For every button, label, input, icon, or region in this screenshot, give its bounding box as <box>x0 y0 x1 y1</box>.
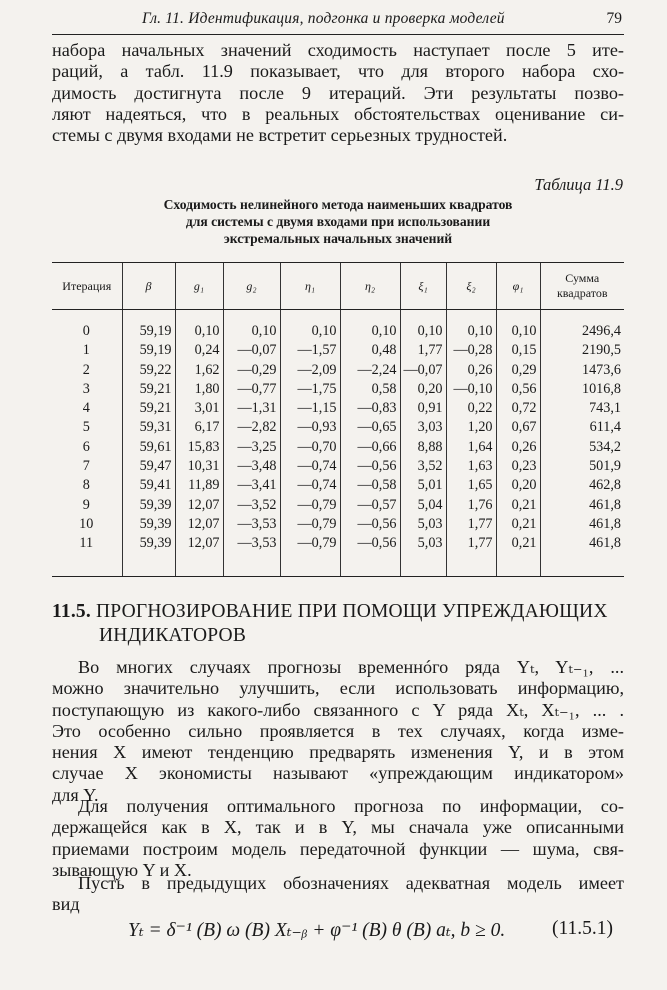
value-cell: 2190,5 <box>540 341 624 360</box>
value-cell: 12,07 <box>175 496 223 515</box>
caption-line: для системы с двумя входами при использовании <box>185 214 491 229</box>
value-cell: 501,9 <box>540 457 624 476</box>
text-line: случае X экономисты называют «упреждающим индикатором» <box>52 763 624 784</box>
value-cell: 0,67 <box>496 418 540 437</box>
value-cell: 0,24 <box>175 341 223 360</box>
table-row <box>52 515 624 534</box>
iteration-cell: 2 <box>82 361 90 378</box>
iteration-cell: 3 <box>82 380 90 397</box>
value-cell: 0,20 <box>496 476 540 495</box>
table-body <box>52 310 624 577</box>
value-cell: 0,22 <box>446 399 496 418</box>
value-cell: 0,21 <box>496 534 540 576</box>
iteration-cell: 11 <box>52 534 122 576</box>
value-cell: 6,17 <box>175 418 223 437</box>
iteration-cell: 7 <box>82 458 90 475</box>
value-cell: 461,8 <box>540 515 624 534</box>
text-line: Пусть в предыдущих обозначениях адекватная модель имеет <box>78 873 624 893</box>
text-line: можно значительно улучшить, если использовать информацию, <box>52 678 624 699</box>
value-cell: 59,21 <box>122 380 175 399</box>
running-title: Гл. 11. Идентификация, подгонка и проверка моделей <box>142 10 505 27</box>
value-cell: 0,56 <box>496 380 540 399</box>
value-cell: —0,70 <box>280 438 340 457</box>
column-header: ξ₂ <box>446 263 496 310</box>
iteration-cell: 8 <box>82 477 90 494</box>
table-caption <box>52 196 624 247</box>
equation-11-5-1 <box>128 918 614 942</box>
section-number: 11.5. <box>52 601 91 622</box>
value-cell: 1016,8 <box>540 380 624 399</box>
value-cell: —0,74 <box>280 476 340 495</box>
convergence-table <box>52 262 624 577</box>
value-cell: 59,21 <box>122 399 175 418</box>
value-cell: 1,65 <box>446 476 496 495</box>
intro-paragraph <box>52 40 624 146</box>
value-cell: 5,01 <box>400 476 446 495</box>
value-cell: 0,23 <box>496 457 540 476</box>
value-cell: 611,4 <box>540 418 624 437</box>
table-row <box>52 534 624 576</box>
value-cell: 1,77 <box>400 341 446 360</box>
value-cell: 534,2 <box>540 438 624 457</box>
table-row <box>52 418 624 437</box>
value-cell: 59,31 <box>122 418 175 437</box>
value-cell: —0,56 <box>340 534 400 576</box>
value-cell: —1,31 <box>223 399 280 418</box>
table-row <box>52 457 624 476</box>
table-row <box>52 399 624 418</box>
text-line: зывающую Y и X. <box>52 859 192 880</box>
table-row <box>52 310 624 342</box>
value-cell: —3,53 <box>223 534 280 576</box>
value-cell: 0,21 <box>496 515 540 534</box>
table-row <box>52 361 624 380</box>
iteration-cell: 5 <box>82 419 90 436</box>
value-cell: —3,41 <box>223 476 280 495</box>
iteration-cell: 10 <box>79 515 94 532</box>
equation-expression: Yₜ = δ⁻¹ (B) ω (B) Xₜ₋ᵦ + φ⁻¹ (B) θ (B) aₜ, b ≥ 0. <box>128 920 506 941</box>
value-cell: —3,53 <box>223 515 280 534</box>
value-cell: —0,58 <box>340 476 400 495</box>
iteration-cell: 4 <box>82 400 90 417</box>
value-cell: 12,07 <box>175 515 223 534</box>
text-line: набора начальных значений сходимость наступает после 5 ите- <box>52 40 624 60</box>
text-line: раций, а табл. 11.9 показывает, что для второго набора схо- <box>52 61 624 82</box>
value-cell: —0,56 <box>340 515 400 534</box>
value-cell: 8,88 <box>400 438 446 457</box>
section-title-line1: ПРОГНОЗИРОВАНИЕ ПРИ ПОМОЩИ УПРЕЖДАЮЩИХ <box>96 601 608 622</box>
value-cell: 0,58 <box>340 380 400 399</box>
value-cell: 3,03 <box>400 418 446 437</box>
value-cell: 15,83 <box>175 438 223 457</box>
value-cell: 1,77 <box>446 515 496 534</box>
value-cell: 0,10 <box>223 310 280 342</box>
value-cell: 1,20 <box>446 418 496 437</box>
value-cell: 0,72 <box>496 399 540 418</box>
table-row <box>52 341 624 360</box>
value-cell: 59,22 <box>122 361 175 380</box>
column-header: g₁ <box>175 263 223 310</box>
running-header <box>52 8 624 35</box>
value-cell: —0,77 <box>223 380 280 399</box>
value-cell: —0,65 <box>340 418 400 437</box>
text-line: нения X имеют тенденцию предварять изменения Y, и в этом <box>52 742 624 763</box>
caption-line: экстремальных начальных значений <box>223 231 453 246</box>
text-line: держащейся как в X, так и в Y, мы сначала уже описанными <box>52 817 624 838</box>
table-row <box>52 438 624 457</box>
value-cell: —0,57 <box>340 496 400 515</box>
table-row <box>52 496 624 515</box>
value-cell: —2,24 <box>340 361 400 380</box>
value-cell: 1,80 <box>175 380 223 399</box>
value-cell: 5,04 <box>400 496 446 515</box>
value-cell: 0,10 <box>400 310 446 342</box>
value-cell: —2,09 <box>280 361 340 380</box>
column-header: η₁ <box>280 263 340 310</box>
value-cell: 1,62 <box>175 361 223 380</box>
value-cell: 462,8 <box>540 476 624 495</box>
value-cell: —3,25 <box>223 438 280 457</box>
text-line: поступающую из какого-либо связанного с Y ряда Xₜ, Xₜ₋₁, ... . <box>52 699 624 720</box>
value-cell: 743,1 <box>540 399 624 418</box>
value-cell: 59,39 <box>122 534 175 576</box>
column-header: Итерация <box>52 263 122 310</box>
value-cell: 1,64 <box>446 438 496 457</box>
value-cell: —0,79 <box>280 515 340 534</box>
value-cell: 0,10 <box>340 310 400 342</box>
value-cell: 0,21 <box>496 496 540 515</box>
table-row <box>52 380 624 399</box>
value-cell: —0,28 <box>446 341 496 360</box>
value-cell: 1,77 <box>446 534 496 576</box>
value-cell: —2,82 <box>223 418 280 437</box>
value-cell: 59,41 <box>122 476 175 495</box>
column-header: η₂ <box>340 263 400 310</box>
column-header: ξ₁ <box>400 263 446 310</box>
paragraph-leading-indicators <box>52 657 624 806</box>
text-line: Во многих случаях прогнозы временнóго ряда Yₜ, Yₜ₋₁, ... <box>78 657 624 677</box>
value-cell: —3,52 <box>223 496 280 515</box>
value-cell: —1,15 <box>280 399 340 418</box>
iteration-cell: 9 <box>82 496 90 513</box>
value-cell: 1473,6 <box>540 361 624 380</box>
section-heading <box>52 600 624 648</box>
value-cell: 0,91 <box>400 399 446 418</box>
value-cell: 11,89 <box>175 476 223 495</box>
value-cell: 461,8 <box>540 534 624 576</box>
text-line: вид <box>52 894 80 915</box>
table-row <box>52 476 624 495</box>
value-cell: 3,01 <box>175 399 223 418</box>
value-cell: 5,03 <box>400 534 446 576</box>
value-cell: 3,52 <box>400 457 446 476</box>
text-line: Это особенно сильно проявляется в тех случаях, когда изме- <box>52 720 624 741</box>
value-cell: —1,57 <box>280 341 340 360</box>
text-line: Для получения оптимального прогноза по информации, со- <box>78 796 624 816</box>
value-cell: 1,63 <box>446 457 496 476</box>
value-cell: 461,8 <box>540 496 624 515</box>
value-cell: —0,07 <box>223 341 280 360</box>
value-cell: —0,29 <box>223 361 280 380</box>
iteration-cell: 6 <box>82 438 90 455</box>
value-cell: 0,10 <box>280 310 340 342</box>
value-cell: 0,26 <box>496 438 540 457</box>
iteration-cell: 1 <box>82 342 90 359</box>
value-cell: —0,83 <box>340 399 400 418</box>
column-header: φ₁ <box>496 263 540 310</box>
equation-number: (11.5.1) <box>552 918 614 939</box>
value-cell: 0,10 <box>496 310 540 342</box>
table-header-row <box>52 263 624 310</box>
value-cell: 59,39 <box>122 515 175 534</box>
value-cell: 0,26 <box>446 361 496 380</box>
column-header: Сумма квадратов <box>540 263 624 310</box>
value-cell: —0,74 <box>280 457 340 476</box>
table-label: Таблица 11.9 <box>534 175 623 194</box>
value-cell: 0,10 <box>175 310 223 342</box>
value-cell: 59,61 <box>122 438 175 457</box>
value-cell: 59,19 <box>122 341 175 360</box>
value-cell: —0,93 <box>280 418 340 437</box>
value-cell: —3,48 <box>223 457 280 476</box>
value-cell: 0,15 <box>496 341 540 360</box>
value-cell: 10,31 <box>175 457 223 476</box>
value-cell: —1,75 <box>280 380 340 399</box>
text-line: димость достигнута после 9 итераций. Эти результаты позво- <box>52 82 624 103</box>
value-cell: —0,79 <box>280 496 340 515</box>
text-line: для Y. <box>52 784 99 805</box>
paragraph-model-intro <box>52 873 624 916</box>
value-cell: —0,10 <box>446 380 496 399</box>
value-cell: 1,76 <box>446 496 496 515</box>
text-line: ляют надеяться, что в реальных обстоятельствах оценивание си- <box>52 103 624 124</box>
value-cell: 0,29 <box>496 361 540 380</box>
value-cell: 0,10 <box>446 310 496 342</box>
caption-line: Сходимость нелинейного метода наименьших квадратов <box>163 197 513 212</box>
value-cell: —0,07 <box>400 361 446 380</box>
value-cell: 59,39 <box>122 496 175 515</box>
value-cell: 5,03 <box>400 515 446 534</box>
text-line: стемы с двумя входами не встретит серьезных трудностей. <box>52 125 508 146</box>
value-cell: 12,07 <box>175 534 223 576</box>
page-number: 79 <box>606 10 622 27</box>
column-header: β <box>122 263 175 310</box>
column-header: g₂ <box>223 263 280 310</box>
section-title-line2: ИНДИКАТОРОВ <box>99 625 247 646</box>
text-line: приемами построим модель передаточной функции — шума, свя- <box>52 838 624 859</box>
paragraph-optimal-forecast <box>52 796 624 881</box>
iteration-cell: 0 <box>82 323 90 339</box>
value-cell: 59,19 <box>122 310 175 342</box>
value-cell: 0,20 <box>400 380 446 399</box>
value-cell: —0,66 <box>340 438 400 457</box>
value-cell: —0,56 <box>340 457 400 476</box>
value-cell: 2496,4 <box>540 310 624 342</box>
value-cell: 59,47 <box>122 457 175 476</box>
value-cell: —0,79 <box>280 534 340 576</box>
value-cell: 0,48 <box>340 341 400 360</box>
